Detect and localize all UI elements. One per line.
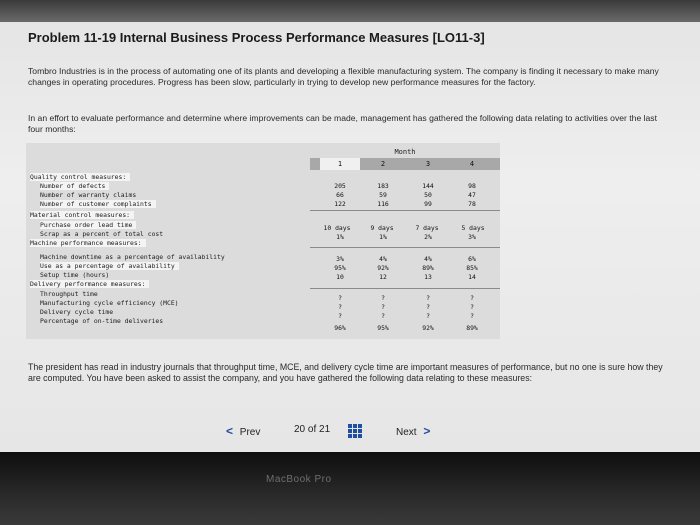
table-cell: 3% xyxy=(468,233,476,241)
table-row-label: Number of customer complaints xyxy=(40,200,156,208)
table-cell: 6% xyxy=(468,255,476,263)
table-cell: ? xyxy=(381,294,385,302)
month-header: Month xyxy=(394,148,416,156)
table-cell: ? xyxy=(426,303,430,311)
table-cell: 95% xyxy=(334,264,346,272)
table-cell: 122 xyxy=(334,200,346,208)
table-cell: 50 xyxy=(424,191,432,199)
chevron-left-icon: < xyxy=(226,424,234,438)
measures-note: The president has read in industry journals that throughput time, MCE, and delivery cycle time are important measures of performance, but no one is sure how they are computed. You have been asked to assist the company, and you have gathered the following data relating to these measures: xyxy=(28,362,663,383)
table-row-label: Material control measures: xyxy=(30,211,134,219)
table-row-label: Number of defects xyxy=(40,182,109,190)
next-button[interactable] xyxy=(396,424,430,438)
table-cell: 96% xyxy=(334,324,346,332)
table-cell: 5 days xyxy=(461,224,485,232)
table-cell: 99 xyxy=(424,200,432,208)
prev-label: Prev xyxy=(239,427,261,438)
table-row-label: Delivery cycle time xyxy=(40,308,114,316)
table-cell: 89% xyxy=(422,264,434,272)
table-cell: 12 xyxy=(379,273,387,281)
laptop-bezel xyxy=(0,452,700,525)
table-row-label: Number of warranty claims xyxy=(40,191,137,199)
next-label: Next xyxy=(396,427,417,438)
table-cell: 116 xyxy=(377,200,389,208)
table-cell: 1% xyxy=(336,233,344,241)
table-cell: 47 xyxy=(468,191,476,199)
table-cell: 144 xyxy=(422,182,434,190)
separator xyxy=(310,288,500,289)
month-2-header: 2 xyxy=(380,160,386,168)
page-total: 21 xyxy=(319,424,331,435)
table-cell: ? xyxy=(338,294,342,302)
chevron-right-icon: > xyxy=(423,424,431,438)
device-brand: MacBook Pro xyxy=(266,474,332,485)
table-cell: 4% xyxy=(379,255,387,263)
table-cell: 3% xyxy=(336,255,344,263)
table-cell: 10 days xyxy=(323,224,351,232)
table-cell: ? xyxy=(338,312,342,320)
table-cell: 95% xyxy=(377,324,389,332)
table-cell: ? xyxy=(381,303,385,311)
table-cell: ? xyxy=(338,303,342,311)
table-row-label: Setup time (hours) xyxy=(40,271,110,279)
table-cell: 13 xyxy=(424,273,432,281)
table-row-label: Purchase order lead time xyxy=(40,221,136,229)
table-cell: ? xyxy=(426,294,430,302)
table-cell: ? xyxy=(381,312,385,320)
grid-view-icon[interactable] xyxy=(348,424,362,438)
table-cell: 14 xyxy=(468,273,476,281)
table-cell: ? xyxy=(470,312,474,320)
separator xyxy=(310,210,500,211)
page-navigation xyxy=(0,422,700,444)
prev-button[interactable] xyxy=(226,424,260,438)
table-cell: 85% xyxy=(466,264,478,272)
performance-data-table xyxy=(26,143,500,339)
month-1-header: 1 xyxy=(320,158,360,170)
intro-paragraph: Tombro Industries is in the process of automating one of its plants and developing a flexible manufacturing system. The company is finding it necessary to make many changes in operating procedures. Progress has been slow, particularly in trying to develop new performance measures for the factory. xyxy=(28,66,659,87)
table-row-label: Scrap as a percent of total cost xyxy=(40,230,164,238)
table-cell: 89% xyxy=(466,324,478,332)
table-cell: 4% xyxy=(424,255,432,263)
problem-title: Problem 11-19 Internal Business Process Performance Measures [LO11-3] xyxy=(28,30,485,45)
table-cell: ? xyxy=(470,303,474,311)
table-row-label: Delivery performance measures: xyxy=(30,280,149,288)
table-cell: 7 days xyxy=(415,224,439,232)
table-cell: ? xyxy=(470,294,474,302)
table-cell: ? xyxy=(426,312,430,320)
table-cell: 92% xyxy=(422,324,434,332)
month-4-header: 4 xyxy=(469,160,475,168)
table-cell: 98 xyxy=(468,182,476,190)
table-row-label: Percentage of on-time deliveries xyxy=(40,317,164,325)
separator xyxy=(310,247,500,248)
table-cell: 1% xyxy=(379,233,387,241)
top-bar xyxy=(0,0,700,22)
table-row-label: Use as a percentage of availability xyxy=(40,262,179,270)
table-row-label: Machine downtime as a percentage of availability xyxy=(40,253,225,261)
page-current: 20 xyxy=(294,424,306,435)
data-intro-paragraph: In an effort to evaluate performance and determine where improvements can be made, management has gathered the following data relating to activities over the last four months: xyxy=(28,113,657,134)
table-row-label: Quality control measures: xyxy=(30,173,130,181)
table-cell: 10 xyxy=(336,273,344,281)
table-cell: 183 xyxy=(377,182,389,190)
table-cell: 59 xyxy=(379,191,387,199)
table-row-label: Manufacturing cycle efficiency (MCE) xyxy=(40,299,179,307)
page-of: of xyxy=(307,424,317,435)
table-cell: 66 xyxy=(336,191,344,199)
table-cell: 2% xyxy=(424,233,432,241)
page-indicator xyxy=(294,424,330,435)
table-cell: 9 days xyxy=(370,224,394,232)
month-3-header: 3 xyxy=(425,160,431,168)
table-cell: 92% xyxy=(377,264,389,272)
table-cell: 205 xyxy=(334,182,346,190)
table-row-label: Throughput time xyxy=(40,290,98,298)
table-cell: 78 xyxy=(468,200,476,208)
table-row-label: Machine performance measures: xyxy=(30,239,146,247)
